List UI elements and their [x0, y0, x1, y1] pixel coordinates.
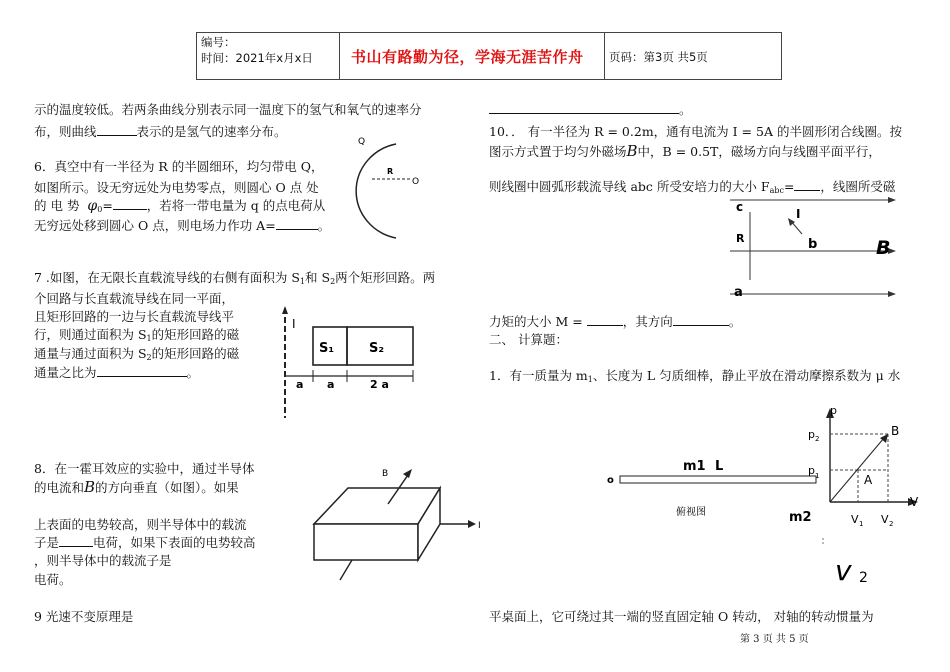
- label-a: A: [864, 473, 873, 487]
- header-id-label: 编号：: [201, 35, 236, 49]
- question-8-line: ，则半导体中的载流子是: [34, 553, 172, 568]
- calc-question-line: 1．有一质量为 $m_1$、长度为 L 匀质细棒，静止平放在滑动摩擦系数为 μ 水: [489, 368, 901, 384]
- label-m1: m1: [683, 459, 706, 474]
- question-7-line: 行，则通过面积为 $S_1$的矩形回路的磁: [34, 327, 240, 343]
- question-8-line: 的电流和B的方向垂直（如图）。如果: [34, 478, 239, 496]
- b-symbol: B: [626, 142, 638, 160]
- hall-slab-figure: [290, 468, 490, 588]
- label-v2-sub: 2: [889, 520, 894, 528]
- label-v2: V: [881, 513, 889, 526]
- label-p2: p: [808, 428, 815, 441]
- section-heading: 二、 计算题：: [489, 332, 568, 347]
- label-b-point: b: [808, 237, 818, 252]
- label-top-view: 俯视图: [676, 507, 706, 518]
- question-6-line: 如图所示。设无穷远处为电势零点，则圆心 O 点 处: [34, 180, 319, 195]
- label-i: I: [478, 521, 481, 531]
- field-arrow-icon: [888, 197, 896, 203]
- question-10-line: 力矩的大小 M = ，其方向 。: [489, 314, 742, 329]
- current-arrow-icon: [468, 520, 476, 528]
- question-7-line: 个回路与长直载流导线在同一平面，: [34, 291, 235, 306]
- header-time: 时间：2021年x月x日: [201, 51, 313, 65]
- label-v1-sub: 1: [859, 520, 864, 528]
- header-page-label: 页码：第3页 共5页: [609, 50, 708, 64]
- label-c: c: [736, 200, 744, 214]
- question-6-line: 的 电 势 $\varphi_0=$ ，若将一带电量为 q 的点电荷从: [34, 198, 326, 214]
- label-i: I: [292, 317, 296, 331]
- label-a: a: [296, 378, 304, 391]
- field-arrow-icon: [888, 291, 896, 297]
- label-a: a: [327, 378, 335, 391]
- label-v1: V: [851, 513, 859, 526]
- question-7-line: 通量与通过面积为 $S_2$的矩形回路的磁: [34, 346, 240, 362]
- question-10-line: 则线圈中圆弧形载流导线 abc 所受安培力的大小 $F_{abc}=$ ，线圈所受磁: [489, 179, 896, 195]
- label-s2: S₂: [369, 341, 385, 356]
- question-8-line: 子是 电荷，如果下表面的电势较高: [34, 535, 256, 550]
- paragraph-line: 示的温度较低。若两条曲线分别表示同一温度下的氢气和氧气的速率分: [34, 102, 422, 117]
- header-divider: [339, 32, 340, 80]
- label-2a: 2 a: [370, 378, 389, 391]
- label-v: V: [910, 495, 919, 509]
- question-10-line: 10．． 有一半径为 R = 0.2m，通有电流为 I = 5A 的半圆形闭合线圈。按: [489, 124, 902, 139]
- label-s1: S₁: [319, 341, 335, 356]
- question-7-line: 且矩形回路的一边与长直载流导线平: [34, 309, 235, 324]
- question-9-answer-line: 。: [489, 100, 692, 118]
- answer-blank[interactable]: [673, 313, 729, 326]
- label-o: o: [607, 475, 614, 486]
- page-footer: 第 3 页 共 5 页: [740, 634, 809, 645]
- semicircle-figure: [356, 138, 436, 238]
- label-v2-sub: 2: [859, 570, 868, 586]
- label-l: L: [715, 459, 724, 474]
- current-arrow-icon: [282, 306, 288, 314]
- label-a: a: [734, 285, 743, 300]
- b-symbol: B: [84, 478, 96, 496]
- b-arrow-icon: [403, 469, 412, 478]
- question-8-line: 上表面的电势较高，则半导体中的载流: [34, 517, 247, 532]
- answer-blank[interactable]: [113, 197, 147, 210]
- label-b: B: [382, 469, 389, 479]
- label-r: R: [736, 232, 745, 245]
- label-p1: p: [808, 464, 815, 477]
- pv-diagram: [800, 402, 925, 532]
- rod-top-view-figure: [605, 450, 868, 590]
- coil-field-figure: [730, 198, 910, 308]
- question-10-line: 图示方式置于均匀外磁场B中，B = 0.5T，磁场方向与线圈平面平行，: [489, 142, 881, 160]
- phi-symbol: φ: [87, 198, 98, 214]
- paragraph-line: 布，则曲线 表示的是氢气的速率分布。: [34, 124, 287, 139]
- slab-front: [314, 524, 418, 560]
- label-m2: m2: [789, 510, 812, 525]
- label-o: O: [412, 177, 420, 187]
- answer-blank[interactable]: [794, 178, 820, 191]
- header-divider: [604, 32, 605, 80]
- question-9-line: 9 光速不变原理是: [34, 609, 134, 624]
- b-field-tail: [340, 560, 352, 580]
- question-7-line: 7 .如图，在无限长直载流导线的右侧有面积为 $S_1$和 $S_2$两个矩形回路。两: [34, 270, 436, 286]
- rod: [620, 476, 816, 483]
- label-r: R: [387, 167, 394, 176]
- answer-blank[interactable]: [97, 123, 137, 136]
- header-motto: 书山有路勤为径，学海无涯苦作舟: [351, 48, 584, 66]
- answer-blank[interactable]: [276, 217, 318, 230]
- question-7-line: 通量之比为 。: [34, 365, 200, 380]
- answer-blank[interactable]: [59, 534, 93, 547]
- label-v2: v: [835, 554, 852, 587]
- label-p2-sub: 2: [815, 435, 820, 443]
- question-6-line: 无穷远处移到圆心 O 点，则电场力作功 A= 。: [34, 218, 331, 233]
- label-p: p: [830, 404, 837, 417]
- label-i: I: [796, 207, 801, 221]
- semicircle-arc: [356, 144, 396, 238]
- answer-blank[interactable]: [587, 313, 623, 326]
- label-p1-sub: 1: [815, 472, 820, 480]
- label-q: Q: [358, 137, 366, 147]
- label-b: B: [891, 424, 900, 438]
- calc-question-line: 平桌面上，它可绕过其一端的竖直固定轴 O 转动， 对轴的转动惯量为: [489, 609, 874, 624]
- label-field-b: B: [876, 237, 891, 259]
- answer-blank[interactable]: [489, 101, 679, 114]
- answer-blank[interactable]: [97, 364, 187, 377]
- question-8-line: 电荷。: [34, 572, 72, 587]
- question-8-line: 8．在一霍耳效应的实验中，通过半导体: [34, 461, 255, 476]
- wire-loops-figure: [272, 300, 432, 420]
- question-6-line: 6．真空中有一半径为 R 的半圆细环，均匀带电 Q，: [34, 159, 324, 174]
